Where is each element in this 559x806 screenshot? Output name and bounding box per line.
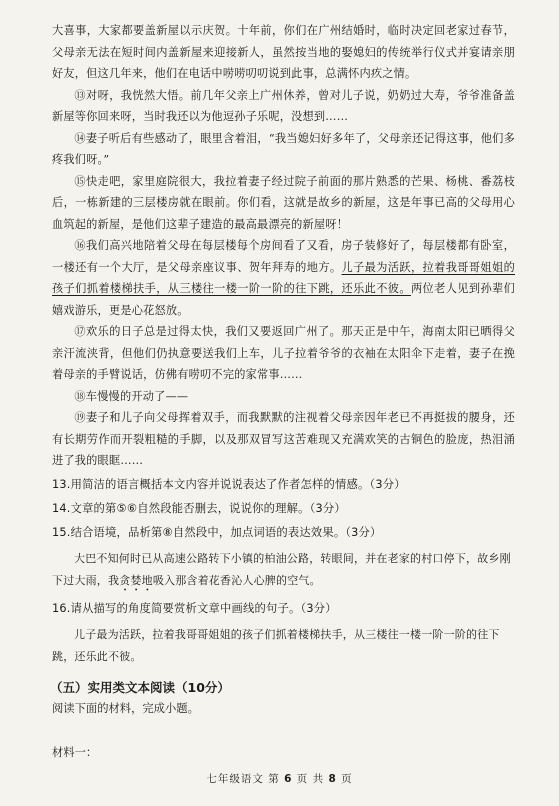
passage-paragraph-continued: 大喜事，大家都要盖新屋以示庆贺。十年前，你们在广州结婚时，临时决定回老家过春节，父母亲无法在短时间内盖新屋来迎接新人，虽然按当地的娶媳妇的传统举行仪式并宴请亲朋好友，但这几年来，他们在电话中唠唠叨叨说到此事，总满怀内疚之情。 <box>52 24 515 80</box>
paragraph-16-text-c: 两位老人见到孙辈们嬉戏游乐，更是心花怒放。 <box>52 282 515 317</box>
passage-paragraph-18: ⑱车慢慢的开动了—— <box>74 389 189 403</box>
footer-suffix: 页 <box>341 773 353 785</box>
paragraph-16-text-a: ⑯我们高兴地陪着父母在每层楼每个房间看了又看，房子装修好了，每层楼都有卧室，一楼还有一个大厅，是父母亲座议事、贺年拜寿的地方。 <box>52 239 515 274</box>
passage-paragraph-19: ⑲妻子和儿子向父母挥着双手，而我默默的注视着父母亲因年老已不再挺拔的腰身，还有长期劳作而开裂粗糙的手脚，以及那双冒写这苦难现又充满欢笑的古铜色的脸庞，热泪涌进了我的眼眶…… <box>52 411 515 467</box>
question-16: 16.请从描写的角度简要赏析文章中画线的句子。（3分） <box>52 601 337 615</box>
passage-paragraph-16 <box>52 235 515 321</box>
emphasized-word: 贪婪地 <box>119 573 153 587</box>
footer-middle: 页 共 <box>296 773 325 785</box>
material-1-label: 材料一： <box>52 745 98 759</box>
question-13: 13.用简洁的语言概括本文内容并说说表达了作者怎样的情感。（3分） <box>52 477 406 491</box>
passage-paragraph-17: ⑰欢乐的日子总是过得太快，我们又要返回广州了。那天正是中午，海南太阳已晒得父亲汗流浃背，但他们仍执意要送我们上车，儿子拉着爷爷的衣袖在太阳伞下走着，妻子在挽着母亲的手臂说话，仿佛有唠叨不完的家常事…… <box>52 325 515 381</box>
footer-prefix: 七年级语文 第 <box>206 773 280 785</box>
passage-paragraph-13: ⑬对呀，我恍然大悟。前几年父亲上广州休养，曾对儿子说，奶奶过大寿，爷爷准备盖新屋等你回来呀，当时我还以为他逗孙子乐呢，没想到…… <box>52 88 515 123</box>
underlined-sentence: 儿子最为活跃，拉着我哥哥姐姐的孩子们抓着楼梯扶手，从三楼往一楼一阶一阶的往下跳，还乐此不彼。 <box>52 260 515 295</box>
question-15-quote <box>52 548 515 594</box>
footer-total-pages: 8 <box>328 773 337 785</box>
quote-15-text-a: 大巴不知何时已从高速公路转下小镇的柏油公路，转眼间，并在老家的村口停下，故乡刚下过大雨，我 <box>52 551 511 587</box>
passage-paragraph-15: ⑮快走吧，家里庭院很大，我拉着妻子经过院子前面的那片熟悉的芒果、杨桃、番荔枝后，一栋新建的三层楼房就在眼前。你们看，这就是故乡的新屋，这是年事已高的父母用心血筑起的新屋，是他们这辈子建造的最高最漂亮的新屋呀！ <box>52 174 515 231</box>
quote-15-text-b: 吸入那含着花香沁人心脾的空气。 <box>152 573 321 587</box>
question-15: 15.结合语境，品析第⑧自然段中，加点词语的表达效果。（3分） <box>52 525 382 539</box>
page-footer <box>0 771 559 786</box>
section-5-instruction: 阅读下面的材料，完成小题。 <box>52 701 199 715</box>
footer-page-number: 6 <box>284 773 293 785</box>
passage-paragraph-14: ⑭妻子听后有些感动了，眼里含着泪，“我当媳妇好多年了，父母亲还记得这事，他们多疼我们呀。” <box>52 131 515 166</box>
section-5-title: （五）实用类文本阅读（10分） <box>50 679 230 695</box>
question-16-quote: 儿子最为活跃，拉着我哥哥姐姐的孩子们抓着楼梯扶手，从三楼往一楼一阶一阶的往下跳，还乐此不彼。 <box>52 627 500 663</box>
question-14: 14.文章的第⑤⑥自然段能否删去，说说你的理解。（3分） <box>52 501 346 515</box>
